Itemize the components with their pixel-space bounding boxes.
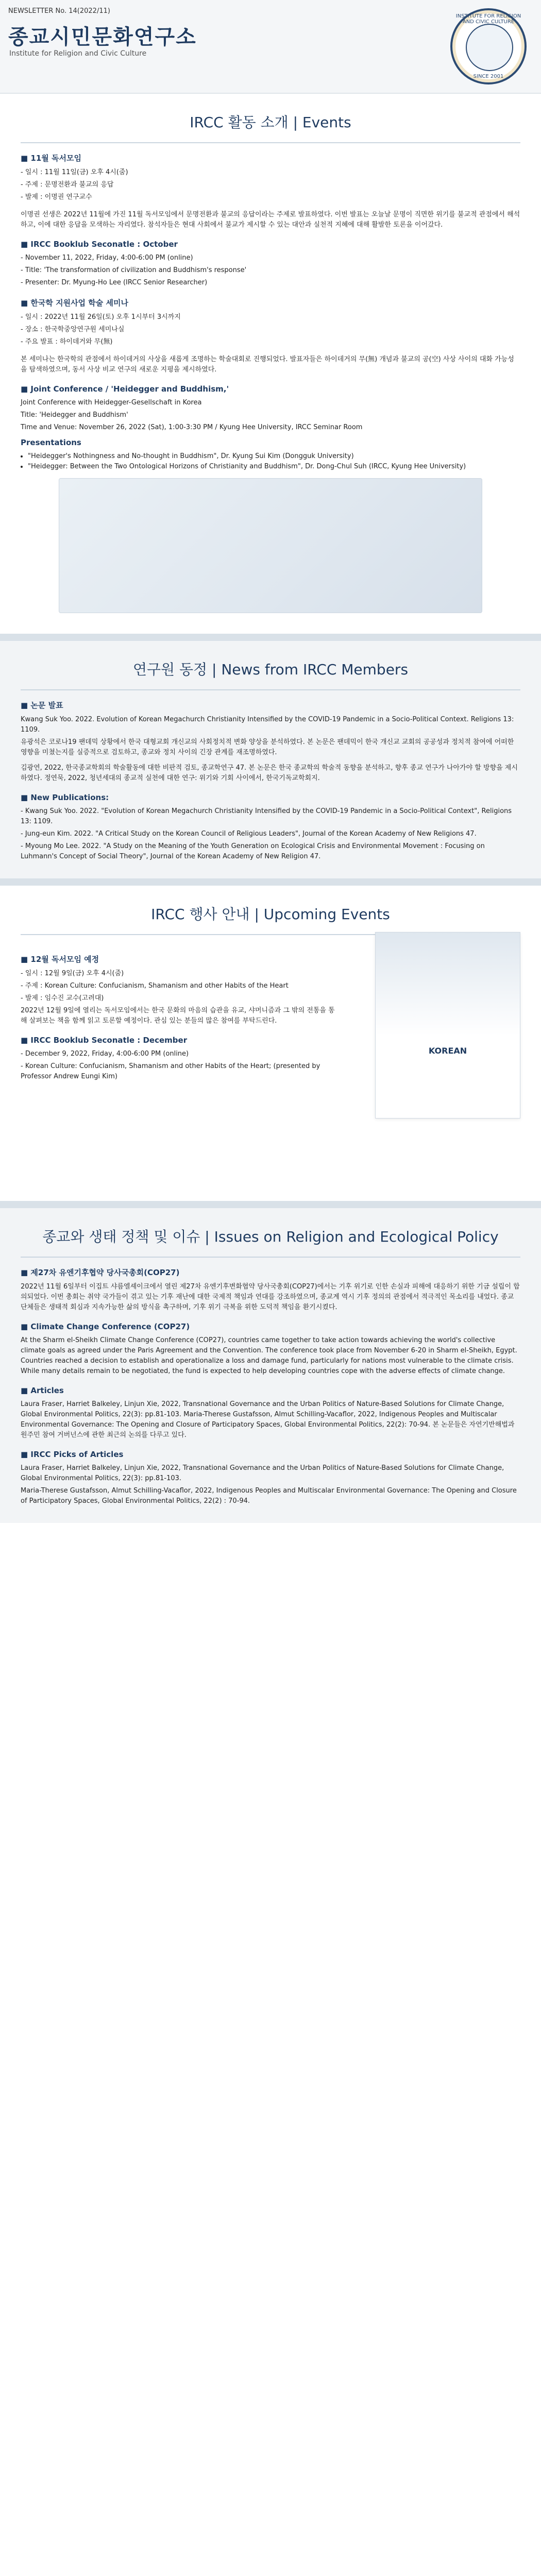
articles-body: Laura Fraser, Harriet Balkeley, Linjun Xie, 2022, Transnational Governance and the Urban Politics of Nature-Based Solutions for Climate Change, Global Environmental Politics, 22(3): pp.81-103. Maria-Therese Gustafsson, Almut Schilling-Vacaflor, 2022, Indigenous Peoples and Multiscalar Environmental Governance: The Opening and Closure of Participatory Spaces, Global Environmental Politics, 22(2): 70-94. 본 논문들은 자연기반해법과 원주민 참여 거버넌스에 관한 최근의 논의를 다루고 있다.	[21, 1400, 515, 1439]
book-cover-poster	[375, 932, 520, 1118]
publication-item: - Kwang Suk Yoo. 2022. "Evolution of Korean Megachurch Christianity Intensified by the COVID-19 Pandemic in a Socio-Political Context", Religions 13: 1109.	[21, 807, 512, 825]
poster-image	[376, 933, 520, 1036]
ecology-ko-title: ■ 제27차 유엔기후협약 당사국총회(COP27)	[21, 1268, 180, 1277]
seal-text-top: INSTITUTE FOR RELIGION AND CIVIC CULTURE	[455, 13, 521, 25]
news-ko-body2: 김광연, 2022, 한국종교학회의 학술활동에 대한 비판적 검토, 종교학연구 47. 본 논문은 한국 종교학의 학술적 동향을 분석하고, 향후 종교 연구가 나아가야 할 방향을 제시하였다. 정연묵, 2022, 청년세대의 종교적 실천에 대한 연구: 위기와 기회 사이에서, 한국기독교학회지.	[21, 764, 518, 782]
gep-label: ■ IRCC Picks of Articles	[21, 1450, 124, 1459]
event1-en-line: - November 11, 2022, Friday, 4:00-6:00 PM (online)	[21, 254, 193, 262]
section-ecology	[0, 1208, 541, 1523]
event2-ko-line: - 장소 : 한국학중앙연구원 세미나실	[21, 326, 125, 333]
news-ko-line: Kwang Suk Yoo. 2022. Evolution of Korean Megachurch Christianity Intensified by the COVID-19 Pandemic in a Socio-Political Context. Religions 13: 1109.	[21, 716, 514, 734]
divider	[21, 142, 520, 143]
event1-ko-lines	[21, 167, 520, 202]
event1-ko-title: ■ 11월 독서모임	[21, 154, 81, 163]
section-band	[0, 634, 541, 641]
event1-ko-line: - 일시 : 11월 11일(금) 오후 4시(줌)	[21, 168, 128, 176]
upcoming-ko-title: ■ 12월 독서모임 예정	[21, 955, 99, 964]
upcoming-ko-line: - 주제 : Korean Culture: Confucianism, Shamanism and other Habits of the Heart	[21, 982, 289, 990]
newsletter-number: NEWSLETTER No. 14(2022/11)	[8, 7, 110, 15]
upcoming-en-title: ■ IRCC Booklub Seconatle : December	[21, 1036, 188, 1045]
gep-item: Laura Fraser, Harriet Balkeley, Linjun Xie, 2022, Transnational Governance and the Urban Politics of Nature-Based Solutions for Climate Change, Global Environmental Politics, 22(3): pp.81-103.	[21, 1464, 504, 1482]
event1-en-line: - Presenter: Dr. Myung-Ho Lee (IRCC Senior Researcher)	[21, 279, 208, 286]
event1-en-lines	[21, 253, 520, 288]
event1-en-line: - Title: 'The transformation of civilization and Buddhism's response'	[21, 266, 247, 274]
section-events	[0, 94, 541, 634]
presentation-item: • "Heidegger: Between the Two Ontological Horizons of Christianity and Buddhism", Dr. Dong-Chul Suh (IRCC, Kyung Hee University)	[28, 462, 520, 472]
seminar-photo	[59, 478, 482, 613]
upcoming-ko-body: 2022년 12월 9일에 열리는 독서모임에서는 한국 문화의 마음의 습관을 유교, 샤머니즘과 그 밖의 전통을 통해 살펴보는 책을 함께 읽고 토론할 예정이다. 관심 있는 분들의 많은 참여를 부탁드린다.	[21, 1007, 335, 1025]
presentation-item: • "Heidegger's Nothingness and No-thought in Buddhism", Dr. Kyung Sui Kim (Dongguk University)	[28, 451, 520, 462]
divider	[21, 689, 520, 690]
title-ko: 종교시민문화연구소	[8, 25, 197, 49]
upcoming-ko-line: - 일시 : 12월 9일(금) 오후 4시(줌)	[21, 970, 124, 977]
event1-en-title: ■ IRCC Booklub Seconatle : October	[21, 240, 178, 249]
section-title-ecology: 종교와 생태 정책 및 이슈 | Issues on Religion and Ecological Policy	[42, 1228, 499, 1245]
upcoming-ko-line: - 발제 : 임수진 교수(고려대)	[21, 994, 104, 1002]
section-title-events: IRCC 활동 소개 | Events	[190, 114, 351, 131]
event1-ko-body: 이명권 선생은 2022년 11월에 가진 11월 독서모임에서 문명전환과 불교의 응답이라는 주제로 발표하였다. 이번 발표는 오늘날 문명이 직면한 위기를 불교적 관점에서 해석하고, 이에 대한 응답을 모색하는 자리였다. 참석자들은 현대 사회에서 불교가 제시할 수 있는 대안과 실천적 지혜에 대해 활발한 토론을 이어갔다.	[21, 211, 520, 229]
news-ko-line: 유광석은 코로나19 팬데믹 상황에서 한국 대형교회 개신교의 사회정치적 변화 양상을 분석하였다. 본 논문은 팬데믹이 한국 개신교 교회의 공공성과 정치적 참여에 어떠한 영향을 미쳤는지를 실증적으로 검토하고, 종교와 정치 사이의 긴장 관계를 재조명하였다.	[21, 738, 514, 756]
publication-item: - Jung-eun Kim. 2022. "A Critical Study on the Korean Council of Religious Leaders", Journal of the Korean Academy of New Religions 47.	[21, 830, 477, 838]
ecology-ko-body: 2022년 11월 6일부터 이집트 샤름엘셰이크에서 열린 제27차 유엔기후변화협약 당사국총회(COP27)에서는 기후 위기로 인한 손실과 피해에 대응하기 위한 기금 설립이 합의되었다. 이번 총회는 취약 국가들이 겪고 있는 기후 재난에 대한 국제적 책임과 연대를 강조하였으며, 종교계 역시 기후 정의의 관점에서 적극적인 목소리를 내었다. 종교 단체들은 생태적 회심과 지속가능한 삶의 방식을 촉구하며, 기후 위기 극복을 위한 도덕적 책임을 환기시켰다.	[21, 1283, 520, 1311]
title-en: Institute for Religion and Civic Culture	[9, 49, 147, 58]
articles-label: ■ Articles	[21, 1386, 64, 1395]
publications-label: ■ New Publications:	[21, 793, 109, 802]
seal-text-bottom: SINCE 2001	[473, 74, 504, 79]
seal-center	[466, 24, 513, 71]
section-upcoming	[0, 886, 541, 1201]
section-member-news	[0, 641, 541, 878]
event2-en-time: Time and Venue: November 26, 2022 (Sat), 1:00-3:30 PM / Kyung Hee University, IRCC Seminar Room	[21, 423, 363, 431]
event2-en-title: ■ Joint Conference / 'Heidegger and Buddhism,'	[21, 384, 229, 394]
news-ko-title: ■ 논문 발표	[21, 701, 63, 710]
event2-ko-title: ■ 한국학 지원사업 학술 세미나	[21, 298, 128, 308]
section-band	[0, 878, 541, 886]
upcoming-en-line: - December 9, 2022, Friday, 4:00-6:00 PM (online)	[21, 1050, 189, 1058]
upcoming-text	[21, 944, 340, 1084]
event1-ko-line: - 주제 : 문명전환과 불교의 응답	[21, 181, 114, 189]
event2-en-title-line: Title: 'Heidegger and Buddhism'	[21, 411, 128, 419]
event2-en-intro: Joint Conference with Heidegger-Gesellschaft in Korea	[21, 399, 202, 406]
masthead	[0, 0, 541, 94]
section-band	[0, 1201, 541, 1208]
upcoming-en-line: - Korean Culture: Confucianism, Shamanism and other Habits of the Heart; (presented by Professor Andrew Eungi Kim)	[21, 1062, 320, 1080]
divider	[21, 1257, 520, 1258]
event2-ko-lines	[21, 312, 520, 347]
presentations-label: Presentations	[21, 438, 81, 447]
section-title-news: 연구원 동정 | News from IRCC Members	[132, 661, 409, 678]
gep-item: Maria-Therese Gustafsson, Almut Schilling-Vacaflor, 2022, Indigenous Peoples and Multiscalar Environmental Governance: The Opening and Closure of Participatory Spaces, Global Environmental Politics, 22(2) : 70-94.	[21, 1487, 517, 1505]
event2-ko-line: - 일시 : 2022년 11월 26일(토) 오후 1시부터 3시까지	[21, 313, 181, 321]
poster-title: KOREAN	[428, 1046, 467, 1056]
event1-ko-line: - 발제 : 이명권 연구교수	[21, 193, 92, 201]
ecology-en-body: At the Sharm el-Sheikh Climate Change Conference (COP27), countries came together to take action towards achieving the world's collective climate goals as agreed under the Paris Agreement and the Convention. The conference took place from November 6-20 in Sharm el-Sheikh, Egypt. Countries reached a decision to establish and operationalize a loss and damage fund, particularly for nations most vulnerable to the climate crisis. While many details remain to be negotiated, the fund is expected to help developing countries cope with the adverse effects of climate change.	[21, 1336, 517, 1375]
publication-item: - Myoung Mo Lee. 2022. "A Study on the Meaning of the Youth Generation on Ecological Crisis and Environmental Movement : Focusing on Luhmann's Concept of Social Theory", Journal of the Korean Academy of New Religion 47.	[21, 842, 485, 860]
event2-ko-line: - 주요 발표 : 하이데거와 무(無)	[21, 338, 113, 346]
event2-ko-body: 본 세미나는 한국학의 관점에서 하이데거의 사상을 새롭게 조명하는 학술대회로 진행되었다. 발표자들은 하이데거의 무(無) 개념과 불교의 공(空) 사상 사이의 대화 가능성을 탐색하였으며, 동서 사상 비교 연구의 새로운 지평을 제시하였다.	[21, 355, 514, 374]
institute-seal-logo	[450, 8, 527, 84]
ecology-en-title: ■ Climate Change Conference (COP27)	[21, 1322, 190, 1331]
presentations-list	[28, 451, 520, 472]
section-title-upcoming: IRCC 행사 안내 | Upcoming Events	[151, 906, 390, 923]
